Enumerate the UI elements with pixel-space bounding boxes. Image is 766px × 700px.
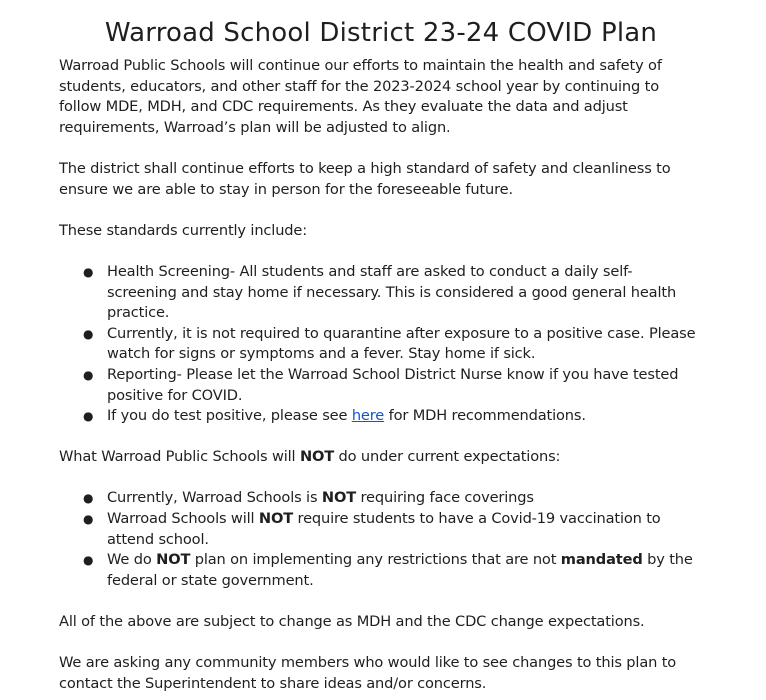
spacer <box>59 241 699 262</box>
list-item-bold: NOT <box>156 551 191 569</box>
list-item-bold-mandated: mandated <box>560 551 643 569</box>
document-title: Warroad School District 23-24 COVID Plan <box>104 18 658 48</box>
not-heading-bold: NOT <box>299 448 335 466</box>
bullet-icon: ● <box>83 264 94 279</box>
spacer <box>59 591 699 612</box>
spacer <box>59 200 699 221</box>
list-item <box>59 324 699 365</box>
list-item <box>59 365 699 406</box>
safety-paragraph: The district shall continue efforts to keep a high standard of safety and cleanliness to ensure we are able to stay in person for the foreseeable future. <box>59 159 671 198</box>
mdh-recommendations-link[interactable]: here <box>351 407 385 425</box>
spacer <box>59 138 699 159</box>
spacer <box>59 468 699 489</box>
spacer <box>59 427 699 448</box>
intro-paragraph: Warroad Public Schools will continue our efforts to maintain the health and safety of students, educators, and other staff for the 2023-2024 school year by continuing to follow MDE, MDH, and CDC requirements. As they evaluate the data and adjust requirements, Warroad’s plan will be adjusted to align. <box>59 57 662 136</box>
bullet-icon: ● <box>83 326 94 341</box>
list-item-text-before: Currently, Warroad Schools is <box>107 489 322 507</box>
standards-heading: These standards currently include: <box>59 221 308 239</box>
not-heading-after: do under current expectations: <box>334 448 561 466</box>
subject-to-change-paragraph: All of the above are subject to change as MDH and the CDC change expectations. <box>59 613 645 631</box>
bullet-icon: ● <box>83 367 94 382</box>
bullet-icon: ● <box>83 409 94 424</box>
list-item-bold: NOT <box>321 489 357 507</box>
list-item-text-before: We do <box>107 551 157 569</box>
list-item <box>59 262 699 324</box>
bullet-icon: ● <box>83 553 94 568</box>
list-item-text: Currently, it is not required to quarantine after exposure to a positive case. Please watch for signs or symptoms and a fever. Stay home if sick. <box>107 324 696 363</box>
document-page <box>59 16 699 694</box>
standards-list <box>59 262 699 427</box>
list-item <box>59 509 699 550</box>
list-item-text-middle: plan on implementing any restrictions that are not <box>190 551 561 569</box>
not-heading <box>59 447 699 468</box>
list-item-text: Reporting- Please let the Warroad School District Nurse know if you have tested positive for COVID. <box>107 365 679 404</box>
list-item-text-after: by the federal or state government. <box>107 551 693 589</box>
list-item-text: Health Screening- All students and staff are asked to conduct a daily self-screening and stay home if necessary. This is considered a good general health practice. <box>107 262 677 322</box>
spacer <box>59 633 699 654</box>
list-item <box>59 406 699 427</box>
list-item-bold: NOT <box>258 510 294 528</box>
list-item <box>59 550 699 591</box>
list-item-text-after: require students to have a Covid-19 vaccination to attend school. <box>107 510 661 548</box>
list-item-text-after: requiring face coverings <box>356 489 534 507</box>
list-item-text-after: for MDH recommendations. <box>384 407 586 425</box>
not-list <box>59 488 699 591</box>
closing-paragraph: We are asking any community members who would like to see changes to this plan to contact the Superintendent to share ideas and/or concerns. <box>59 654 677 692</box>
list-item <box>59 488 699 509</box>
bullet-icon: ● <box>83 491 94 506</box>
list-item-text-before: Warroad Schools will <box>107 510 259 528</box>
not-heading-before: What Warroad Public Schools will <box>59 448 300 466</box>
bullet-icon: ● <box>83 512 94 527</box>
list-item-text-before: If you do test positive, please see <box>107 407 352 425</box>
